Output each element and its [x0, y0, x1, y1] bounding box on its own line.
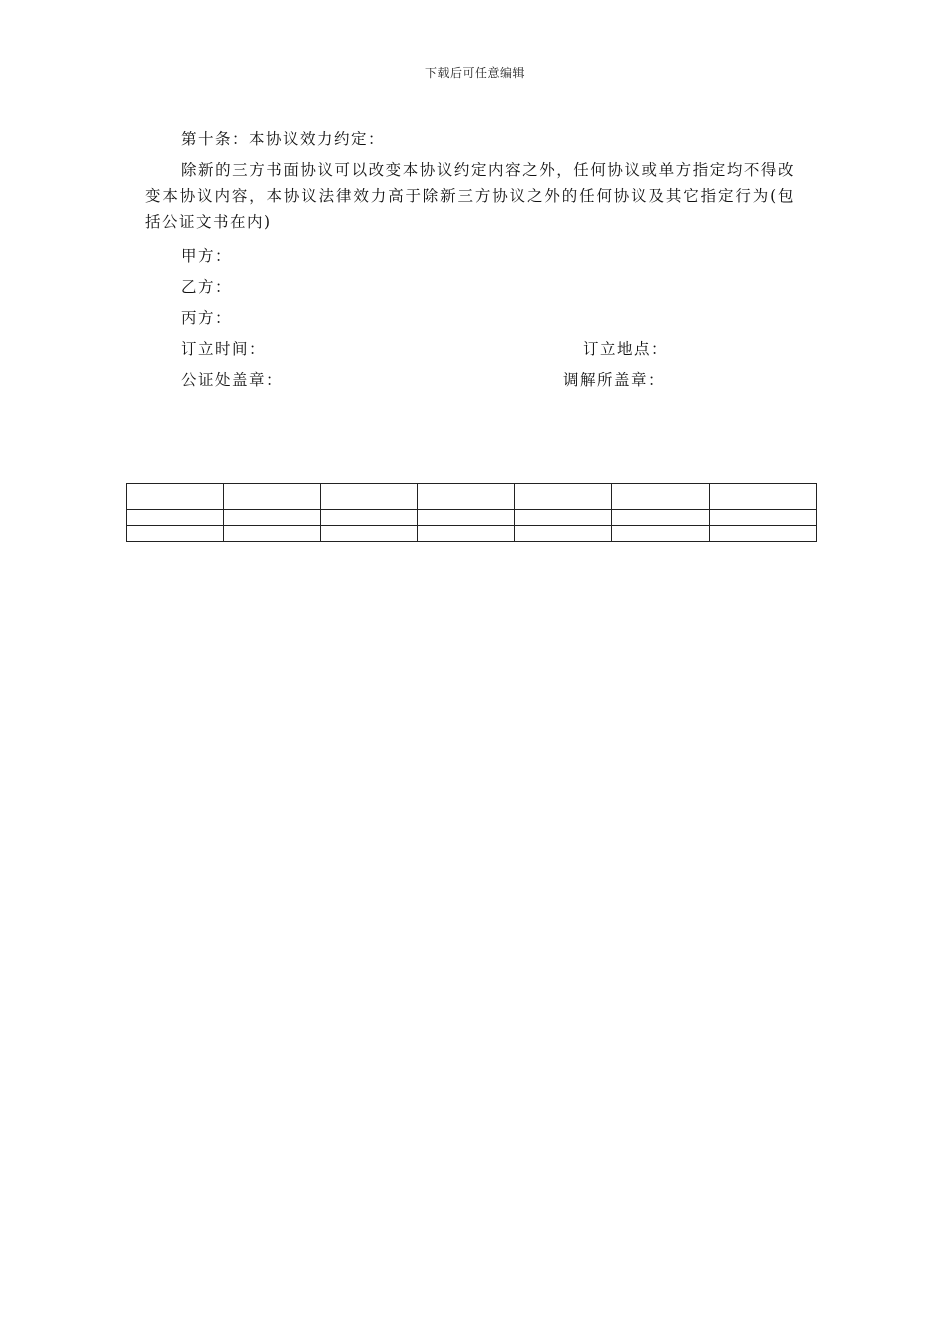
table-cell: [321, 510, 418, 526]
table-cell: [127, 510, 224, 526]
mediation-seal-label: 调解所盖章：: [563, 371, 666, 389]
table-cell: [224, 526, 321, 542]
party-a-label: 甲方：: [181, 247, 233, 265]
table-cell: [710, 526, 817, 542]
signing-time-row: [145, 334, 795, 365]
party-b-label: 乙方：: [181, 278, 233, 296]
table-row: [127, 510, 817, 526]
document-body: [145, 124, 795, 396]
table-cell: [224, 484, 321, 510]
table-row: [127, 526, 817, 542]
article-heading: 第十条：本协议效力约定：: [181, 130, 386, 148]
signing-place-label: 订立地点：: [583, 340, 669, 358]
seal-row: [145, 365, 795, 396]
table-cell: [224, 510, 321, 526]
table-cell: [418, 510, 515, 526]
table-cell: [710, 510, 817, 526]
table-cell: [418, 526, 515, 542]
table-cell: [710, 484, 817, 510]
table-cell: [418, 484, 515, 510]
table-cell: [321, 484, 418, 510]
blank-table: [126, 483, 817, 542]
notary-seal-label: 公证处盖章：: [181, 371, 284, 389]
table-cell: [127, 484, 224, 510]
table-row: [127, 484, 817, 510]
table-cell: [515, 526, 612, 542]
party-c-label: 丙方：: [181, 309, 233, 327]
table-cell: [321, 526, 418, 542]
table-cell: [612, 484, 710, 510]
table-cell: [515, 484, 612, 510]
table-cell: [515, 510, 612, 526]
signing-time-label: 订立时间：: [181, 340, 267, 358]
table-cell: [127, 526, 224, 542]
table-cell: [612, 526, 710, 542]
article-body: 除新的三方书面协议可以改变本协议约定内容之外，任何协议或单方指定均不得改变本协议内容，本协议法律效力高于除新三方协议之外的任何协议及其它指定行为(包括公证文书在内): [145, 161, 795, 231]
table-cell: [612, 510, 710, 526]
page-header: 下载后可任意编辑: [424, 66, 525, 80]
